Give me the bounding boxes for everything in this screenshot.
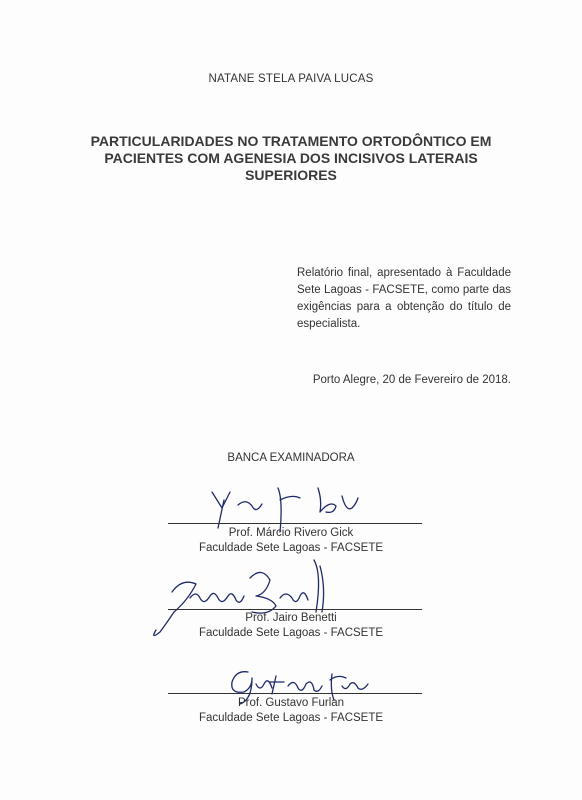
examiner-name: Prof. Márcio Rivero Gick	[228, 527, 354, 539]
purpose-statement: Relatório final, apresentado à Faculdade Sete Lagoas - FACSETE, como parte das exigências para a obtenção do título de especialista.	[297, 267, 511, 330]
author-name: NATANE STELA PAIVA LUCAS	[208, 73, 374, 85]
examiner-name: Prof. Jairo Benetti	[245, 612, 337, 624]
title-line: PARTICULARIDADES NO TRATAMENTO ORTODÔNTICO EM	[90, 133, 492, 149]
examiner-institution: Faculdade Sete Lagoas - FACSETE	[198, 627, 384, 639]
examiner-institution: Faculdade Sete Lagoas - FACSETE	[198, 542, 384, 554]
place-date: Porto Alegre, 20 de Fevereiro de 2018.	[312, 374, 511, 386]
examiner-institution: Faculdade Sete Lagoas - FACSETE	[198, 712, 384, 724]
committee-heading: BANCA EXAMINADORA	[227, 452, 355, 464]
title-line: SUPERIORES	[245, 167, 337, 183]
signature-line	[168, 693, 422, 694]
title-line: PACIENTES COM AGENESIA DOS INCISIVOS LATERAIS	[104, 150, 478, 166]
examiner-name: Prof. Gustavo Furlan	[237, 697, 345, 709]
